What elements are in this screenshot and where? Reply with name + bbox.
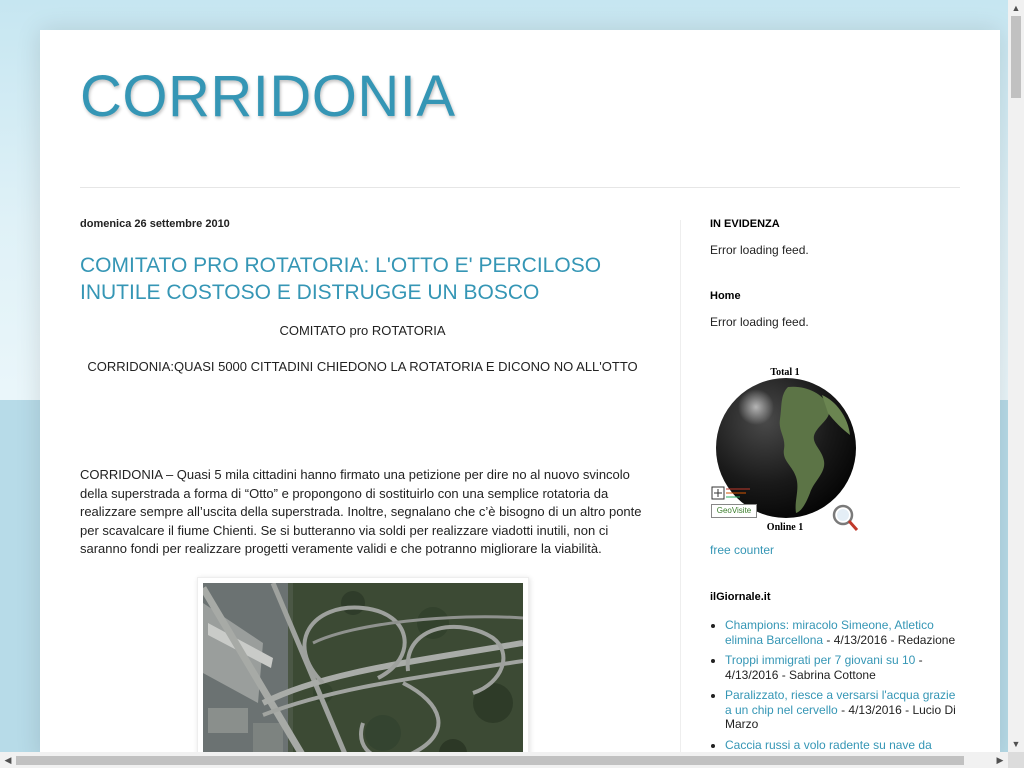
post-subheading: COMITATO pro ROTATORIA	[279, 323, 446, 338]
widget-evidenza-text: Error loading feed.	[710, 243, 809, 257]
list-item	[725, 653, 965, 682]
scroll-down-arrow-icon[interactable]: ▼	[1011, 739, 1021, 749]
post-title[interactable]: COMITATO PRO ROTATORIA: L'OTTO E' PERCILOSO INUTILE COSTOSO E DISTRUGGE UN BOSCO	[80, 254, 602, 304]
news-link[interactable]: Troppi immigrati per 7 giovani su 10	[725, 653, 916, 667]
post-image-frame[interactable]	[197, 577, 529, 761]
widget-home-text: Error loading feed.	[710, 315, 809, 329]
list-item	[725, 618, 965, 647]
main-column	[80, 210, 645, 760]
geovisite-logo: GeoVisite	[711, 504, 757, 518]
horizontal-scroll-thumb[interactable]	[16, 756, 964, 765]
news-link[interactable]: Caccia russi a volo radente su nave da	[725, 737, 932, 752]
widget-title-evidenza: IN EVIDENZA	[710, 218, 780, 230]
news-feed-list	[710, 618, 965, 752]
widget-title-home: Home	[710, 290, 741, 302]
list-item	[725, 688, 965, 732]
aerial-highway-photo[interactable]	[203, 583, 523, 761]
geo-total-count: Total 1	[770, 367, 800, 378]
news-link[interactable]: Paralizzato, riesce a versarsi l'acqua grazie a un chip nel cervello	[725, 688, 956, 717]
content-outer	[40, 30, 1000, 760]
horizontal-scrollbar[interactable]	[0, 752, 1008, 768]
sidebar	[710, 218, 965, 758]
post-date: domenica 26 settembre 2010	[80, 218, 230, 230]
widget-title-ilgiornale: ilGiornale.it	[710, 591, 771, 603]
free-counter-link[interactable]: free counter	[710, 543, 775, 557]
scroll-up-arrow-icon[interactable]: ▲	[1011, 3, 1021, 13]
column-divider	[680, 220, 681, 760]
scroll-left-arrow-icon[interactable]: ◀	[4, 755, 12, 765]
blog-title[interactable]: CORRIDONIA	[80, 64, 456, 129]
post-headline: CORRIDONIA:QUASI 5000 CITTADINI CHIEDONO LA ROTATORIA E DICONO NO ALL'OTTO	[87, 359, 638, 374]
post-body-text: CORRIDONIA – Quasi 5 mila cittadini hanno firmato una petizione per dire no al nuovo svincolo della superstrada a forma di “Otto” e propongono di sostituirlo con una semplice rotatoria da realizzare sempre all’uscita della superstrada. Inoltre, segnalano che c’è bisogno di un altro ponte per scavalcare il fiume Chienti. Se si butteranno via soldi per realizzare viadotti inutili, non ci saranno fondi per realizzare progetti veramente validi e che potranno migliorare la viabilità.	[80, 467, 642, 556]
geovisite-counter[interactable]	[710, 365, 870, 543]
header-divider	[80, 187, 960, 188]
scrollbar-corner	[1008, 752, 1024, 768]
scroll-right-arrow-icon[interactable]: ▶	[996, 755, 1004, 765]
geo-online-count: Online 1	[766, 522, 804, 533]
vertical-scrollbar[interactable]	[1008, 0, 1024, 752]
list-item	[725, 738, 965, 753]
news-link[interactable]: Champions: miracolo Simeone, Atletico elimina Barcellona	[725, 618, 934, 647]
news-meta: - 4/13/2016 - Lucio Di Marzo	[725, 702, 956, 731]
news-meta: - 4/13/2016 - Redazione	[823, 632, 956, 647]
vertical-scroll-thumb[interactable]	[1011, 16, 1021, 98]
news-meta: - 4/13/2016 - Sabrina Cottone	[725, 653, 923, 682]
